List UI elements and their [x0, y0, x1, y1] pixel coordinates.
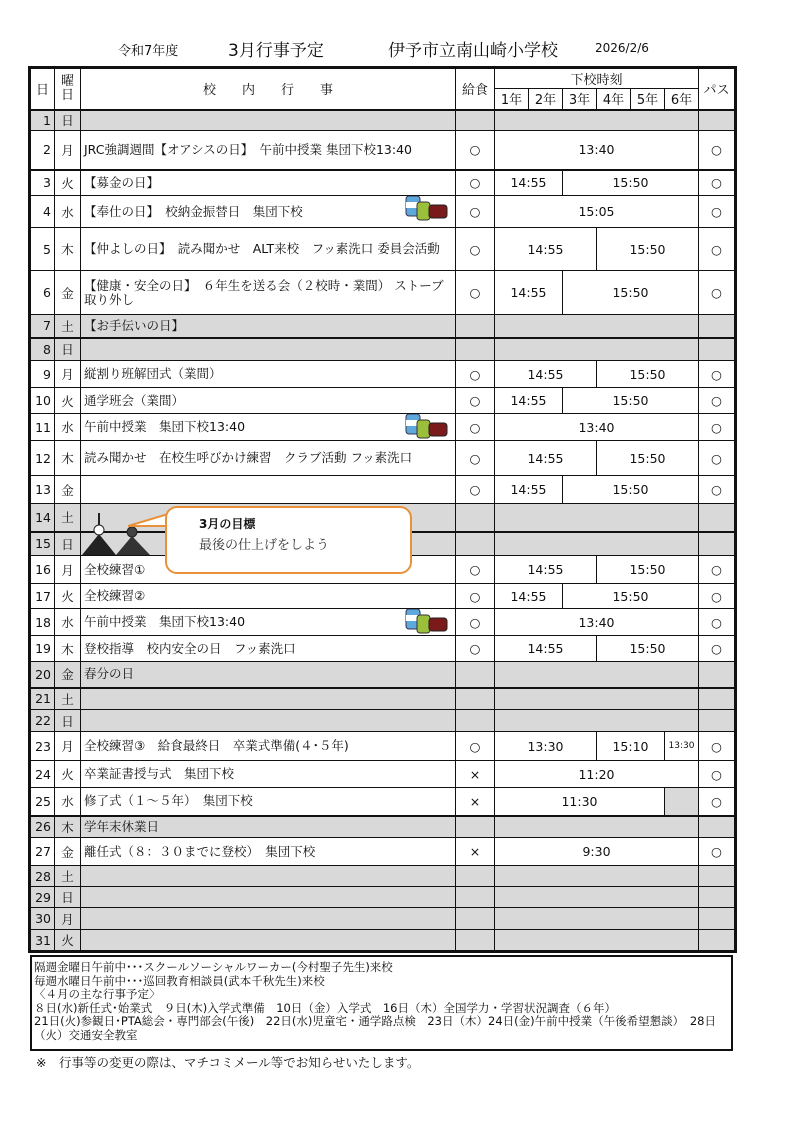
- lunch-mark: [456, 662, 495, 688]
- bus-mark: ○: [699, 228, 735, 271]
- bus-mark: ○: [699, 414, 735, 441]
- table-row: [31, 662, 735, 688]
- bus-mark: ○: [699, 361, 735, 388]
- day-number: 7: [31, 315, 55, 338]
- day-number: 21: [31, 688, 55, 710]
- dismissal-time: 15:50: [597, 441, 699, 476]
- lunch-mark: [456, 930, 495, 951]
- dismissal-time: 14:55: [495, 228, 597, 271]
- event-text: 春分の日: [81, 662, 456, 688]
- footer-line: 21日(火)参観日･PTA総会・専門部会(午後) 22日(水)児童宅・通学路点検 23日（木）24日(金)午前中授業（午後希望懇談） 28日（火）交通安全教室: [34, 1014, 716, 1042]
- event-text: 修了式（１～５年） 集団下校: [81, 788, 456, 816]
- lunch-mark: ○: [456, 732, 495, 761]
- event-text: 離任式（８：３０までに登校） 集団下校: [81, 838, 456, 866]
- dismissal-time: 15:50: [597, 228, 699, 271]
- event-text: 学年末休業日: [81, 816, 456, 838]
- lunch-mark: [456, 866, 495, 887]
- table-row: [31, 170, 735, 196]
- event-text: [81, 688, 456, 710]
- day-of-week: 水: [55, 788, 81, 816]
- bus-mark: ○: [699, 556, 735, 584]
- dismissal-time-empty: [495, 110, 699, 131]
- day-of-week: 木: [55, 228, 81, 271]
- event-text: [81, 887, 456, 908]
- table-row: [31, 866, 735, 887]
- notes-box: [30, 955, 733, 1051]
- day-number: 4: [31, 196, 55, 228]
- table-row: [31, 584, 735, 609]
- day-number: 17: [31, 584, 55, 609]
- day-of-week: 日: [55, 110, 81, 131]
- canned-food-icon: [405, 414, 449, 441]
- day-of-week: 火: [55, 170, 81, 196]
- day-of-week: 土: [55, 688, 81, 710]
- day-of-week: 月: [55, 131, 81, 170]
- bus-mark: ○: [699, 131, 735, 170]
- day-number: 27: [31, 838, 55, 866]
- bus-mark: [699, 710, 735, 732]
- dismissal-time: 11:30: [495, 788, 665, 816]
- day-of-week: 火: [55, 761, 81, 788]
- dismissal-time-empty: [495, 315, 699, 338]
- footer-line: ８日(水)新任式･始業式 ９日(木)入学式準備 10日（金）入学式 16日（木）全国学力・学習状況調査（６年）: [34, 1000, 616, 1015]
- table-row: [31, 414, 735, 441]
- lunch-mark: [456, 688, 495, 710]
- lunch-mark: ○: [456, 414, 495, 441]
- dismissal-time-empty: [495, 662, 699, 688]
- lunch-mark: ○: [456, 556, 495, 584]
- bus-mark: ○: [699, 636, 735, 662]
- day-of-week: 土: [55, 504, 81, 532]
- dismissal-time-empty: [495, 887, 699, 908]
- day-number: 24: [31, 761, 55, 788]
- table-row: [31, 228, 735, 271]
- dismissal-time: 14:55: [495, 636, 597, 662]
- table-row: [31, 908, 735, 930]
- lunch-mark: ○: [456, 228, 495, 271]
- dismissal-time: 15:05: [495, 196, 699, 228]
- dismissal-time: [665, 788, 699, 816]
- bus-mark: [699, 930, 735, 951]
- table-row: [31, 710, 735, 732]
- header-day: 日: [31, 69, 55, 110]
- lunch-mark: [456, 110, 495, 131]
- table-row: [31, 271, 735, 315]
- bus-mark: ○: [699, 838, 735, 866]
- header-grade: 3年: [563, 89, 597, 110]
- day-number: 30: [31, 908, 55, 930]
- bus-mark: [699, 110, 735, 131]
- lunch-mark: ○: [456, 476, 495, 504]
- lunch-mark: [456, 710, 495, 732]
- day-number: 28: [31, 866, 55, 887]
- dismissal-time-empty: [495, 866, 699, 887]
- day-of-week: 火: [55, 930, 81, 951]
- footer-line: 〈４月の主な行事予定〉: [34, 987, 161, 1002]
- dismissal-time-empty: [495, 504, 699, 532]
- document-header: [0, 36, 794, 60]
- table-row: [31, 930, 735, 951]
- table-row: [31, 388, 735, 414]
- table-row: [31, 476, 735, 504]
- event-text: [81, 476, 456, 504]
- lunch-mark: [456, 887, 495, 908]
- header-grade: 2年: [529, 89, 563, 110]
- event-text: 全校練習③ 給食最終日 卒業式準備(４･５年): [81, 732, 456, 761]
- day-number: 29: [31, 887, 55, 908]
- table-row: [31, 196, 735, 228]
- dismissal-time: 13:30: [495, 732, 597, 761]
- header-lunch: 給食: [456, 69, 495, 110]
- dismissal-time: 15:50: [563, 271, 699, 315]
- day-number: 23: [31, 732, 55, 761]
- day-number: 9: [31, 361, 55, 388]
- table-row: [31, 361, 735, 388]
- canned-food-icon: [405, 609, 449, 636]
- event-text: 登校指導 校内安全の日 フッ素洗口: [81, 636, 456, 662]
- lunch-mark: ○: [456, 609, 495, 636]
- header-grade: 6年: [665, 89, 699, 110]
- event-text: 全校練習①: [81, 556, 456, 584]
- day-number: 12: [31, 441, 55, 476]
- table-row: [31, 110, 735, 131]
- dismissal-time-empty: [495, 908, 699, 930]
- dismissal-time-empty: [495, 816, 699, 838]
- dismissal-time-empty: [495, 688, 699, 710]
- day-of-week: 月: [55, 908, 81, 930]
- dismissal-time: 15:50: [563, 170, 699, 196]
- lunch-mark: ○: [456, 170, 495, 196]
- dismissal-time: 14:55: [495, 476, 563, 504]
- dismissal-time: 15:50: [597, 636, 699, 662]
- dismissal-time: 15:50: [563, 476, 699, 504]
- lunch-mark: ×: [456, 761, 495, 788]
- bus-mark: ○: [699, 388, 735, 414]
- bus-mark: [699, 887, 735, 908]
- table-row: [31, 609, 735, 636]
- table-row: [31, 131, 735, 170]
- event-text: [81, 710, 456, 732]
- lunch-mark: ○: [456, 131, 495, 170]
- day-number: 15: [31, 532, 55, 556]
- goal-title: 3月の目標: [199, 517, 256, 531]
- day-of-week: 月: [55, 556, 81, 584]
- header-dow: 曜日: [55, 69, 81, 110]
- dismissal-time: 14:55: [495, 388, 563, 414]
- footer-line: 毎週水曜日午前中･･･巡回教育相談員(武本千秋先生)来校: [34, 973, 325, 988]
- bus-mark: ○: [699, 476, 735, 504]
- day-of-week: 金: [55, 476, 81, 504]
- bus-mark: [699, 816, 735, 838]
- event-text: JRC強調週間【オアシスの日】 午前中授業 集団下校13:40: [81, 131, 456, 170]
- day-of-week: 火: [55, 584, 81, 609]
- header-grade: 5年: [631, 89, 665, 110]
- header-dismissal: 下校時刻: [495, 69, 699, 89]
- table-row: [31, 838, 735, 866]
- day-of-week: 木: [55, 636, 81, 662]
- day-of-week: 木: [55, 816, 81, 838]
- event-text: 【お手伝いの日】: [81, 315, 456, 338]
- lunch-mark: [456, 338, 495, 361]
- bus-mark: ○: [699, 170, 735, 196]
- bus-mark: [699, 315, 735, 338]
- day-of-week: 月: [55, 732, 81, 761]
- bus-mark: [699, 662, 735, 688]
- page-title: 3月行事予定: [228, 41, 324, 61]
- dismissal-time-empty: [495, 532, 699, 556]
- bus-mark: ○: [699, 732, 735, 761]
- lunch-mark: ○: [456, 361, 495, 388]
- day-number: 5: [31, 228, 55, 271]
- bus-mark: [699, 688, 735, 710]
- day-of-week: 水: [55, 414, 81, 441]
- table-row: [31, 688, 735, 710]
- table-row: [31, 816, 735, 838]
- dismissal-time-empty: [495, 930, 699, 951]
- lunch-mark: ○: [456, 584, 495, 609]
- canned-food-icon: [405, 196, 449, 223]
- day-number: 14: [31, 504, 55, 532]
- issue-date: 2026/2/6: [595, 41, 649, 55]
- dismissal-time-empty: [495, 710, 699, 732]
- day-of-week: 金: [55, 271, 81, 315]
- header-grade: 4年: [597, 89, 631, 110]
- table-row: [31, 636, 735, 662]
- dismissal-time: 14:55: [495, 361, 597, 388]
- day-number: 22: [31, 710, 55, 732]
- header-events: 校 内 行 事: [81, 69, 456, 110]
- dismissal-time: 13:40: [495, 131, 699, 170]
- lunch-mark: [456, 315, 495, 338]
- footer-line: 隔週金曜日午前中･･･スクールソーシャルワーカー(今村聖子先生)来校: [34, 960, 393, 974]
- day-number: 25: [31, 788, 55, 816]
- bus-mark: ○: [699, 441, 735, 476]
- dismissal-time: 11:20: [495, 761, 699, 788]
- day-of-week: 日: [55, 887, 81, 908]
- table-row: [31, 338, 735, 361]
- dismissal-time: 15:50: [597, 361, 699, 388]
- day-of-week: 水: [55, 609, 81, 636]
- event-text: [81, 908, 456, 930]
- event-text: [81, 338, 456, 361]
- dismissal-time: 14:55: [495, 271, 563, 315]
- event-text: 読み聞かせ 在校生呼びかけ練習 クラブ活動 フッ素洗口: [81, 441, 456, 476]
- dismissal-time: 14:55: [495, 170, 563, 196]
- table-row: [31, 788, 735, 816]
- dismissal-time: 13:40: [495, 414, 699, 441]
- dismissal-time: 14:55: [495, 441, 597, 476]
- table-row: [31, 315, 735, 338]
- event-text: 卒業証書授与式 集団下校: [81, 761, 456, 788]
- bus-mark: ○: [699, 609, 735, 636]
- event-text: 通学班会（業間）: [81, 388, 456, 414]
- event-text: 縦割り班解団式（業間）: [81, 361, 456, 388]
- day-of-week: 日: [55, 532, 81, 556]
- event-text: [81, 110, 456, 131]
- lunch-mark: ×: [456, 838, 495, 866]
- day-number: 26: [31, 816, 55, 838]
- dismissal-time: 13:40: [495, 609, 699, 636]
- dismissal-time: 15:50: [563, 388, 699, 414]
- dismissal-time: 13:30: [665, 732, 699, 761]
- bus-mark: ○: [699, 761, 735, 788]
- bus-mark: [699, 532, 735, 556]
- day-of-week: 土: [55, 866, 81, 887]
- lunch-mark: ○: [456, 196, 495, 228]
- day-of-week: 金: [55, 838, 81, 866]
- lunch-mark: [456, 908, 495, 930]
- bus-mark: ○: [699, 196, 735, 228]
- event-text: 午前中授業 集団下校13:40: [81, 414, 456, 441]
- day-number: 2: [31, 131, 55, 170]
- event-text: 全校練習②: [81, 584, 456, 609]
- day-of-week: 金: [55, 662, 81, 688]
- day-number: 1: [31, 110, 55, 131]
- bus-mark: [699, 908, 735, 930]
- day-number: 8: [31, 338, 55, 361]
- lunch-mark: ○: [456, 636, 495, 662]
- table-row: [31, 761, 735, 788]
- table-row: [31, 732, 735, 761]
- event-text: 【奉仕の日】 校納金振替日 集団下校: [81, 196, 456, 228]
- day-number: 6: [31, 271, 55, 315]
- day-number: 10: [31, 388, 55, 414]
- table-row: [31, 441, 735, 476]
- school-name: 伊予市立南山崎小学校: [388, 41, 558, 61]
- bus-mark: [699, 866, 735, 887]
- event-text: 【仲よしの日】 読み聞かせ ALT来校 フッ素洗口 委員会活動: [81, 228, 456, 271]
- day-of-week: 火: [55, 388, 81, 414]
- lunch-mark: [456, 504, 495, 532]
- bus-mark: [699, 504, 735, 532]
- header-bus: パス: [699, 69, 735, 110]
- day-of-week: 月: [55, 361, 81, 388]
- day-number: 16: [31, 556, 55, 584]
- event-text: 【募金の日】: [81, 170, 456, 196]
- event-text: 【健康・安全の日】 ６年生を送る会（２校時・業間） ストーブ取り外し: [81, 271, 456, 315]
- day-number: 11: [31, 414, 55, 441]
- day-of-week: 日: [55, 338, 81, 361]
- event-text: [81, 930, 456, 951]
- lunch-mark: ○: [456, 388, 495, 414]
- lunch-mark: ×: [456, 788, 495, 816]
- goal-text: 最後の仕上げをしよう: [199, 538, 330, 553]
- lunch-mark: [456, 532, 495, 556]
- bus-mark: ○: [699, 584, 735, 609]
- day-of-week: 日: [55, 710, 81, 732]
- day-number: 3: [31, 170, 55, 196]
- fiscal-year: 令和7年度: [118, 44, 179, 59]
- day-number: 31: [31, 930, 55, 951]
- day-number: 13: [31, 476, 55, 504]
- bus-mark: ○: [699, 788, 735, 816]
- lunch-mark: ○: [456, 271, 495, 315]
- day-of-week: 水: [55, 196, 81, 228]
- lunch-mark: [456, 816, 495, 838]
- dismissal-time: 14:55: [495, 556, 597, 584]
- bus-mark: ○: [699, 271, 735, 315]
- change-notice: ※ 行事等の変更の際は、マチコミメール等でお知らせいたします。: [36, 1055, 420, 1070]
- dismissal-time: 15:50: [597, 556, 699, 584]
- event-text: 午前中授業 集団下校13:40: [81, 609, 456, 636]
- dismissal-time: 15:10: [597, 732, 665, 761]
- bus-mark: [699, 338, 735, 361]
- dismissal-time: 15:50: [563, 584, 699, 609]
- day-number: 19: [31, 636, 55, 662]
- table-row: [31, 887, 735, 908]
- dismissal-time: 14:55: [495, 584, 563, 609]
- event-text: [81, 866, 456, 887]
- day-number: 18: [31, 609, 55, 636]
- dismissal-time-empty: [495, 338, 699, 361]
- dismissal-time: 9:30: [495, 838, 699, 866]
- header-grade: 1年: [495, 89, 529, 110]
- day-number: 20: [31, 662, 55, 688]
- day-of-week: 木: [55, 441, 81, 476]
- speech-bubble-tail: [128, 512, 170, 532]
- monthly-goal-bubble: [165, 506, 412, 574]
- lunch-mark: ○: [456, 441, 495, 476]
- day-of-week: 土: [55, 315, 81, 338]
